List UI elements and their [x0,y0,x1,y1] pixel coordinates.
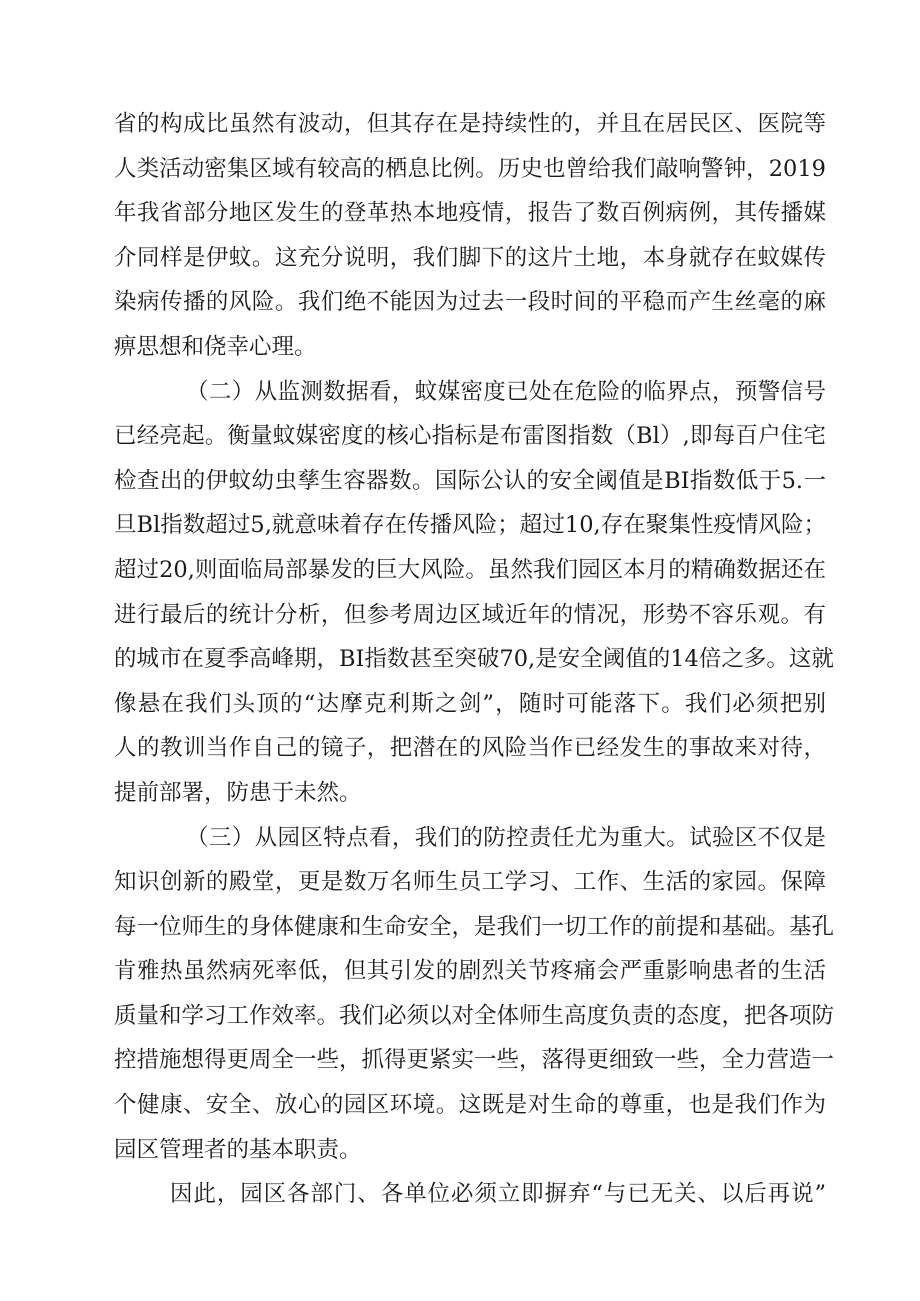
paragraph-1 [114,102,826,370]
text-line: 知识创新的殿堂，更是数万名师生员工学习、工作、生活的家园。保障 [114,869,826,896]
text-line: 进行最后的统计分析，但参考周边区域近年的情况，形势不容乐观。有 [114,601,826,628]
text-line: 每一位师生的身体健康和生命安全，是我们一切工作的前提和基础。基孔 [114,913,835,940]
text-line: 提前部署，防患于未然。 [114,779,362,806]
paragraph-4 [114,1172,826,1217]
text-line: 人的教训当作自己的镜子，把潜在的风险当作已经发生的事故来对待， [114,735,826,762]
text-line: 痹思想和侥幸心理。 [114,333,317,360]
text-line: 年我省部分地区发生的登革热本地疫情，报告了数百例病例，其传播媒 [114,200,826,227]
text-line: 省的构成比虽然有波动，但其存在是持续性的，并且在居民区、医院等 [114,111,826,137]
text-line: 超过20,则面临局部暴发的巨大风险。虽然我们园区本月的精确数据还在 [114,556,826,583]
text-line: （三）从园区特点看，我们的防控责任尤为重大。试验区不仅是 [186,824,826,851]
text-line: 人类活动密集区域有较高的栖息比例。历史也曾给我们敲响警钟，2019 [114,155,826,182]
text-line: 质量和学习工作效率。我们必须以对全体师生高度负责的态度，把各项防 [114,1002,835,1029]
text-line: 的城市在夏季高峰期，BI指数甚至突破70,是安全阈值的14倍之多。这就 [114,646,834,673]
text-line: 检查出的伊蚊幼虫孳生容器数。国际公认的安全阈值是BI指数低于5.一 [114,467,826,494]
text-line: 因此，园区各部门、各单位必须立即摒弃“与已无关、以后再说” [170,1181,826,1208]
text-line: 旦Bl指数超过5,就意味着存在传播风险；超过10,存在聚集性疫情风险； [114,512,826,539]
text-line: 个健康、安全、放心的园区环境。这既是对生命的尊重，也是我们作为 [114,1092,826,1119]
paragraph-3 [114,816,835,1173]
text-line: （二）从监测数据看，蚊媒密度已处在危险的临界点，预警信号 [186,378,826,405]
text-line: 园区管理者的基本职责。 [114,1136,362,1163]
paragraph-2 [114,370,834,816]
text-line: 像悬在我们头顶的“达摩克利斯之剑”，随时可能落下。我们必须把别 [114,690,826,717]
text-line: 已经亮起。衡量蚊媒密度的核心指标是布雷图指数（Bl）,即每百户住宅 [114,423,826,450]
document-body [114,102,835,1217]
text-line: 肯雅热虽然病死率低，但其引发的剧烈关节疼痛会严重影响患者的生活 [114,958,826,985]
text-line: 介同样是伊蚊。这充分说明，我们脚下的这片土地，本身就存在蚊媒传 [114,244,826,271]
text-line: 控措施想得更周全一些，抓得更紧实一些，落得更细致一些，全力营造一 [114,1047,835,1074]
text-line: 染病传播的风险。我们绝不能因为过去一段时间的平稳而产生丝毫的麻 [114,289,826,316]
